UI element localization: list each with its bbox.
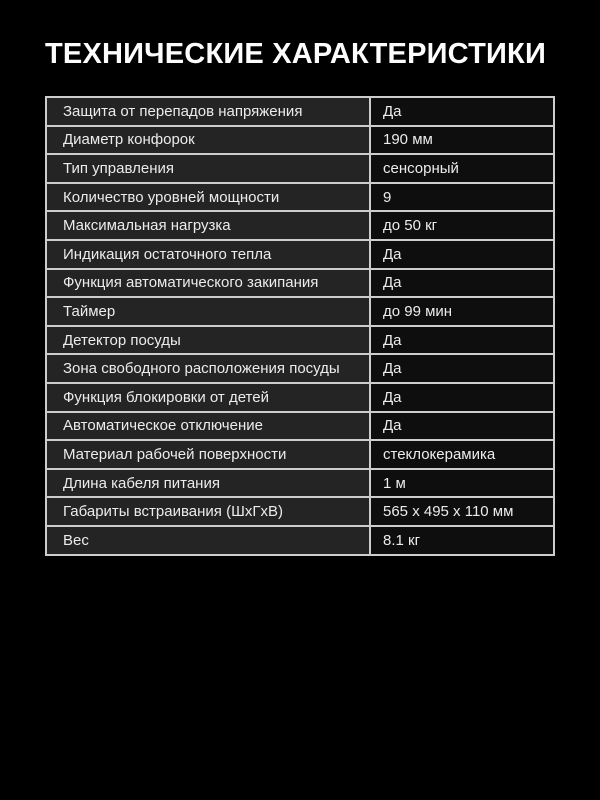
table-row xyxy=(46,469,554,498)
spec-label: Вес xyxy=(46,526,370,555)
spec-label: Защита от перепадов напряжения xyxy=(46,97,370,126)
spec-value: до 99 мин xyxy=(370,297,554,326)
table-row xyxy=(46,383,554,412)
spec-value: Да xyxy=(370,269,554,298)
spec-value: Да xyxy=(370,326,554,355)
spec-table xyxy=(45,96,555,556)
spec-label: Диаметр конфорок xyxy=(46,126,370,155)
spec-value: до 50 кг xyxy=(370,211,554,240)
spec-label: Индикация остаточного тепла xyxy=(46,240,370,269)
table-row xyxy=(46,211,554,240)
table-row xyxy=(46,97,554,126)
spec-label: Зона свободного расположения посуды xyxy=(46,354,370,383)
table-row xyxy=(46,354,554,383)
spec-value: 9 xyxy=(370,183,554,212)
spec-value: 1 м xyxy=(370,469,554,498)
table-row xyxy=(46,240,554,269)
table-row xyxy=(46,154,554,183)
spec-value: 190 мм xyxy=(370,126,554,155)
table-row xyxy=(46,526,554,555)
table-row xyxy=(46,126,554,155)
table-row xyxy=(46,440,554,469)
spec-label: Максимальная нагрузка xyxy=(46,211,370,240)
page-title: ТЕХНИЧЕСКИЕ ХАРАКТЕРИСТИКИ xyxy=(45,38,547,70)
spec-label: Таймер xyxy=(46,297,370,326)
spec-label: Функция автоматического закипания xyxy=(46,269,370,298)
spec-label: Длина кабеля питания xyxy=(46,469,370,498)
table-row xyxy=(46,497,554,526)
spec-label: Детектор посуды xyxy=(46,326,370,355)
spec-label: Количество уровней мощности xyxy=(46,183,370,212)
spec-value: Да xyxy=(370,354,554,383)
spec-label: Материал рабочей поверхности xyxy=(46,440,370,469)
spec-label: Тип управления xyxy=(46,154,370,183)
spec-value: 565 x 495 x 110 мм xyxy=(370,497,554,526)
spec-label: Габариты встраивания (ШхГхВ) xyxy=(46,497,370,526)
spec-value: стеклокерамика xyxy=(370,440,554,469)
spec-label: Автоматическое отключение xyxy=(46,412,370,441)
table-row xyxy=(46,412,554,441)
table-row xyxy=(46,183,554,212)
spec-value: 8.1 кг xyxy=(370,526,554,555)
spec-value: Да xyxy=(370,383,554,412)
table-row xyxy=(46,297,554,326)
table-row xyxy=(46,269,554,298)
spec-label: Функция блокировки от детей xyxy=(46,383,370,412)
table-row xyxy=(46,326,554,355)
spec-value: сенсорный xyxy=(370,154,554,183)
spec-table-body xyxy=(46,97,554,555)
spec-value: Да xyxy=(370,240,554,269)
spec-value: Да xyxy=(370,412,554,441)
spec-value: Да xyxy=(370,97,554,126)
